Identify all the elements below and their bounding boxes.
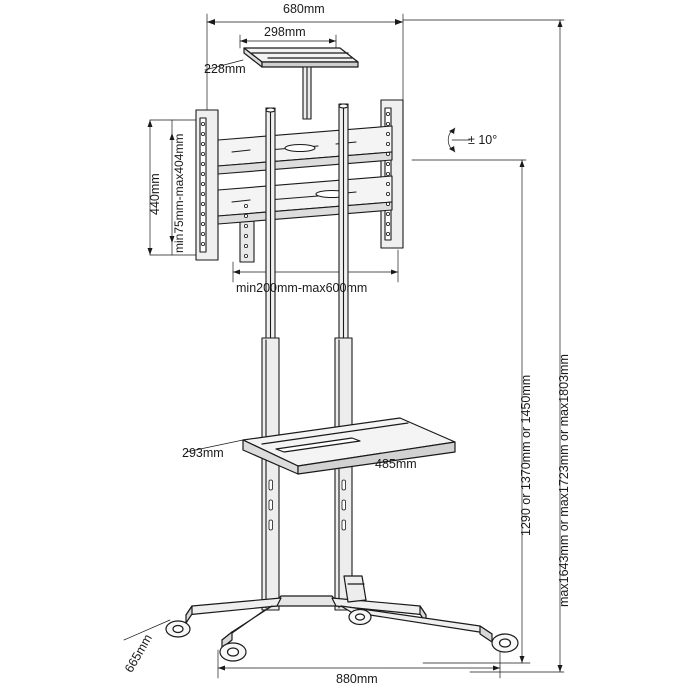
dimension-label-bracket-height: 440mm — [148, 173, 162, 215]
dimension-label-height-range-1: 1290 or 1370mm or 1450mm — [519, 374, 533, 536]
dimension-label-vesa-width-range: min200mm-max600mm — [236, 281, 368, 295]
vesa-bracket-assembly — [196, 100, 403, 262]
top-camera-shelf — [244, 48, 358, 67]
dimension-label-mid-shelf-width: 485mm — [375, 457, 417, 471]
upright-columns — [262, 104, 352, 610]
dimension-label-base-depth: 665mm — [122, 631, 155, 675]
dimension-label-shelf-top-width: 298mm — [264, 25, 306, 39]
shelf-support-post — [303, 67, 311, 119]
dimension-label-tilt-angle: ± 10° — [468, 133, 498, 147]
dimension-label-base-width: 880mm — [336, 672, 378, 686]
dimension-label-shelf-top-depth: 228mm — [204, 62, 246, 76]
dimension-label-bracket-range: min75mm-max404mm — [172, 133, 186, 253]
dimension-label-height-range-2: max1643mm or max1723mm or max1803mm — [557, 354, 571, 607]
dimension-label-mid-shelf-depth: 293mm — [182, 446, 224, 460]
dimension-label-top-width: 680mm — [283, 2, 325, 16]
